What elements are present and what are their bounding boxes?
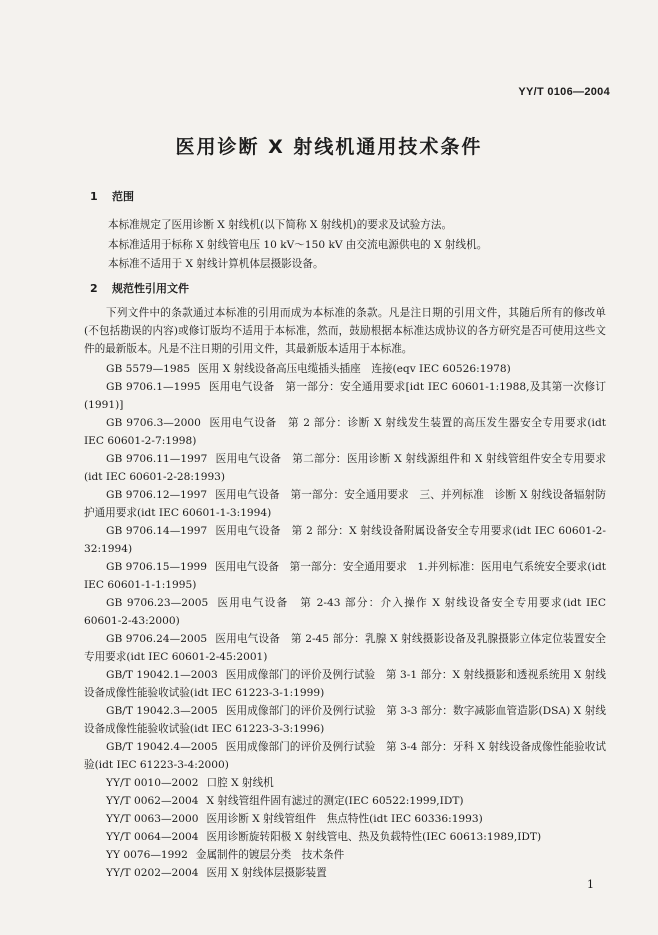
- reference-text: 医用电气设备 第一部分：安全通用要求 三、并列标准 诊断 X 射线设备辐射防护通用要求(idt IEC 60601-1-3:1994): [84, 489, 606, 519]
- section-2-intro: 下列文件中的条款通过本标准的引用而成为本标准的条款。凡是注日期的引用文件，其随后所有的修改单(不包括勘误的内容)或修订版均不适用于本标准，然而，鼓励根据本标准达成协议的各方研究是否可使用这些文件的最新版本。凡是不注日期的引用文件，其最新版本适用于本标准。: [84, 307, 606, 355]
- reference-text: 医用 X 射线体层摄影装置: [206, 867, 327, 879]
- reference-item: [84, 414, 606, 450]
- reference-item: [84, 702, 606, 738]
- reference-item: [84, 810, 606, 828]
- reference-item: [84, 450, 606, 486]
- reference-item: [84, 558, 606, 594]
- reference-item: [84, 774, 606, 792]
- reference-code: GB 9706.1—1995: [106, 381, 201, 393]
- reference-text: 医用电气设备 第 2 部分：X 射线设备附属设备安全专用要求(idt IEC 60601-2-32:1994): [84, 525, 606, 555]
- reference-item: [84, 594, 606, 630]
- reference-item: [84, 486, 606, 522]
- reference-code: GB/T 19042.4—2005: [106, 741, 218, 753]
- reference-item: [84, 630, 606, 666]
- reference-code: GB/T 19042.1—2003: [106, 669, 218, 681]
- reference-text: 医用成像部门的评价及例行试验 第 3-3 部分：数字减影血管造影(DSA) X 射线设备成像性能验收试验(idt IEC 61223-3-3:1996): [84, 705, 606, 735]
- reference-text: 金属制件的镀层分类 技术条件: [195, 849, 345, 861]
- reference-code: YY/T 0062—2004: [106, 795, 199, 807]
- page-number: 1: [587, 878, 594, 891]
- reference-code: GB 9706.15—1999: [106, 561, 208, 573]
- section-1-heading: [90, 188, 134, 204]
- reference-code: YY/T 0202—2004: [106, 867, 199, 879]
- reference-text: 医用电气设备 第一部分：安全通用要求[idt IEC 60601-1:1988,及其第一次修订(1991)]: [84, 381, 606, 411]
- reference-code: YY 0076—1992: [106, 849, 188, 861]
- section-2-number: 2: [90, 282, 98, 295]
- reference-item: [84, 666, 606, 702]
- reference-code: GB 9706.14—1997: [106, 525, 208, 537]
- reference-text: 医用成像部门的评价及例行试验 第 3-4 部分：牙科 X 射线设备成像性能验收试验(idt IEC 61223-3-4:2000): [84, 741, 606, 771]
- reference-item: [84, 864, 606, 882]
- reference-code: YY/T 0063—2000: [106, 813, 199, 825]
- reference-code: GB 9706.12—1997: [106, 489, 208, 501]
- reference-item: [84, 738, 606, 774]
- reference-code: GB 9706.24—2005: [106, 633, 208, 645]
- reference-text: 医用电气设备 第 2-43 部分：介入操作 X 射线设备安全专用要求(idt IEC 60601-2-43:2000): [84, 597, 606, 627]
- section-2-title: 规范性引用文件: [112, 282, 189, 295]
- reference-code: GB 9706.23—2005: [106, 597, 209, 609]
- document-title: 医用诊断 X 射线机通用技术条件: [175, 136, 483, 158]
- reference-text: 医用诊断 X 射线管组件 焦点特性(idt IEC 60336:1993): [206, 813, 483, 825]
- section-1-line-3: 本标准不适用于 X 射线计算机体层摄影设备。: [108, 258, 324, 270]
- reference-item: [84, 378, 606, 414]
- reference-code: YY/T 0064—2004: [106, 831, 199, 843]
- reference-text: 口腔 X 射线机: [206, 777, 274, 789]
- reference-text: X 射线管组件固有滤过的测定(IEC 60522:1999,IDT): [206, 795, 464, 807]
- reference-item: [84, 360, 606, 378]
- reference-text: 医用诊断旋转阳极 X 射线管电、热及负载特性(IEC 60613:1989,IDT): [206, 831, 542, 843]
- reference-text: 医用电气设备 第一部分：安全通用要求 1.并列标准：医用电气系统安全要求(idt IEC 60601-1-1:1995): [84, 561, 606, 591]
- reference-code: GB 9706.11—1997: [106, 453, 208, 465]
- reference-item: [84, 828, 606, 846]
- reference-code: YY/T 0010—2002: [106, 777, 199, 789]
- section-1-title: 范围: [112, 190, 134, 203]
- reference-text: 医用 X 射线设备高压电缆插头插座 连接(eqv IEC 60526:1978): [198, 363, 511, 375]
- reference-item: [84, 846, 606, 864]
- reference-code: GB 9706.3—2000: [106, 417, 201, 429]
- reference-text: 医用电气设备 第 2-45 部分：乳腺 X 射线摄影设备及乳腺摄影立体定位装置安全专用要求(idt IEC 60601-2-45:2001): [84, 633, 606, 663]
- section-1-line-1: 本标准规定了医用诊断 X 射线机(以下简称 X 射线机)的要求及试验方法。: [108, 219, 453, 231]
- section-1-number: 1: [90, 190, 98, 203]
- standard-code: YY/T 0106—2004: [518, 86, 610, 98]
- reference-item: [84, 522, 606, 558]
- reference-text: 医用电气设备 第二部分：医用诊断 X 射线源组件和 X 射线管组件安全专用要求(idt IEC 60601-2-28:1993): [84, 453, 606, 483]
- section-1-line-2: 本标准适用于标称 X 射线管电压 10 kV～150 kV 由交流电源供电的 X 射线机。: [108, 239, 488, 251]
- reference-text: 医用电气设备 第 2 部分：诊断 X 射线发生装置的高压发生器安全专用要求(idt IEC 60601-2-7:1998): [84, 417, 606, 447]
- reference-code: GB/T 19042.3—2005: [106, 705, 218, 717]
- section-2-heading: [90, 280, 189, 296]
- reference-code: GB 5579—1985: [106, 363, 191, 375]
- reference-item: [84, 792, 606, 810]
- reference-text: 医用成像部门的评价及例行试验 第 3-1 部分：X 射线摄影和透视系统用 X 射线设备成像性能验收试验(idt IEC 61223-3-1:1999): [84, 669, 606, 699]
